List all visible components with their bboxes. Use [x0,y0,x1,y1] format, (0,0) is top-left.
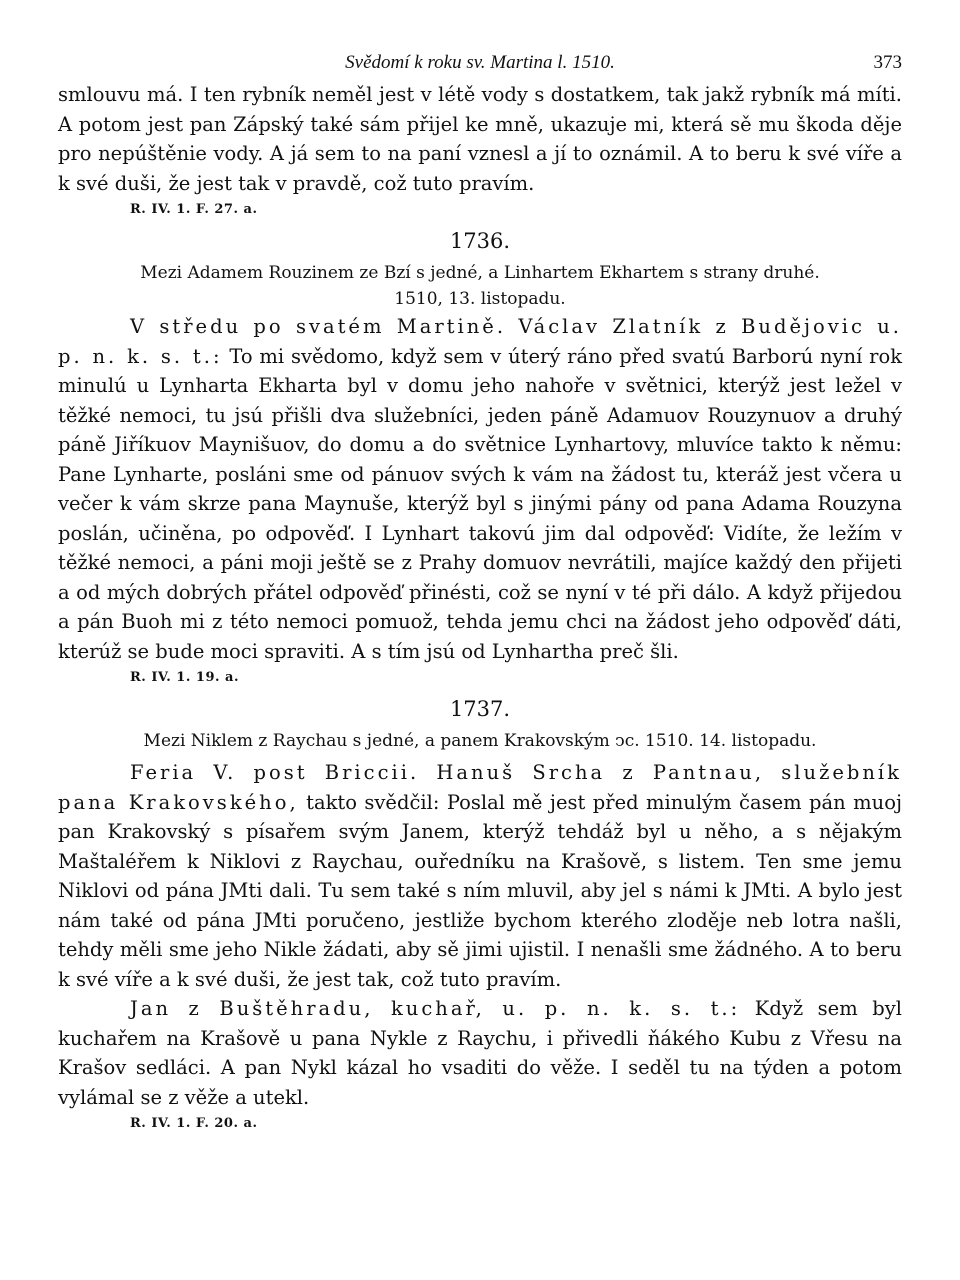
running-header [58,46,902,80]
page-number: 373 [873,52,902,73]
document-heading: Mezi Adamem Rouzinem ze Bzí s jedné, a Linhartem Ekhartem s strany druhé. [140,263,820,283]
testimony-text: To mi svědomo, když sem v úterý ráno před svatú Barború nyní rok minulú u Lynharta Ekharta byl v domu jeho nahoře v světnici, kterýž jest ležel v těžké nemoci, tu jsú přišli dva služebníci, jeden páně Adamuov Rouzynuov a druhý páně Jiříkuov Maynišuov, do domu a do světnice Lynhartovy, mluvíce takto k němu: Pane Lynharte, posláni sme od pánuov svých k vám na žádost tu, kteráž jest včera u večer k vám skrze pana Maynuše, kterýž byl s jinými pány od pana Adama Rouzyna poslán, učiněna, po odpověď. I Lynhart takovú jim dal odpověď: Vidíte, že ležím v těžké nemoci, a páni moji ještě se z Prahy domuov nevrátili, majíce každý den přijeti a od mých dobrých přátel odpověď přinésti, což se nyní v té při dálo. A když přijedou a pán Buoh mi z této nemoci pomuož, tehda jemu chci na žádost jeho odpověď dáti, kterúž se bude moci spraviti. A s tím jsú od Lynhartha preč šli. [58,344,903,663]
document-paragraph [58,758,902,994]
running-title: Svědomí k roku sv. Martina l. 1510. [345,52,615,73]
document-number: 1737. [449,697,511,721]
document-heading: Mezi Niklem z Raychau s jedné, a panem Krakovským ↄc. 1510. 14. listopadu. [143,731,817,751]
archive-reference: R. IV. 1. F. 27. a. [130,202,258,217]
archive-reference: R. IV. 1. 19. a. [130,670,239,685]
archive-reference: R. IV. 1. F. 20. a. [130,1116,258,1131]
intro-paragraph: smlouvu má. I ten rybník neměl jest v létě vody s dostatkem, tak jakž rybník má míti. A potom jest pan Zápský také sám přijel ke mně, ukazuje mi, která sě mu škoda děje pro nepúštěnie vody. A já sem to na paní vznesl a jí to oznámil. A to beru k své víře a k své duši, že jest tak v pravdě, což tuto pravím. [58,83,902,195]
witness-lead: Jan z Buštěhradu, kuchař, u. p. n. k. s. t.: [130,997,741,1020]
testimony-text: takto svědčil: Poslal mě jest před minulým časem pán muoj pan Krakovský s písařem svým Janem, kterýž tehdáž byl u něho, a s nějakým Maštaléřem k Niklovi z Raychau, ouředníku na Krašově, s listem. Ten sme jemu Niklovi od pána JMti dali. Tu sem také s ním mluvil, aby jel s námi k JMti. A bylo jest nám také od pána JMti poručeno, jestliže bychom kterého zloděje neb lotra našli, tehdy měli sme jeho Nikle žádati, aby sě jimi ujistil. I nenašli sme žádného. A to beru k své víře a k své duši, že jest tak, což tuto pravím. [58,790,902,991]
document-date: 1510, 13. listopadu. [394,289,566,309]
testimony-text: Když sem byl kuchařem na Krašově u pana Nykle z Raychu, i přivedli ňákého Kubu z Vřesu na Krašov sedláci. A pan Nykl kázal ho vsaditi do věže. I seděl tu na týden a potom vylámal se z věže a utekl. [58,997,902,1109]
witness-lead: Feria V. post Briccii. Hanuš Srcha z Pantnau, služebník pana Krakovského, [58,761,902,814]
document-number: 1736. [449,229,511,253]
document-paragraph [58,994,902,1112]
document-paragraph [58,312,902,666]
witness-lead: V středu po svatém Martině. Václav Zlatník z Budějovic u. p. n. k. s. t.: [58,315,902,368]
